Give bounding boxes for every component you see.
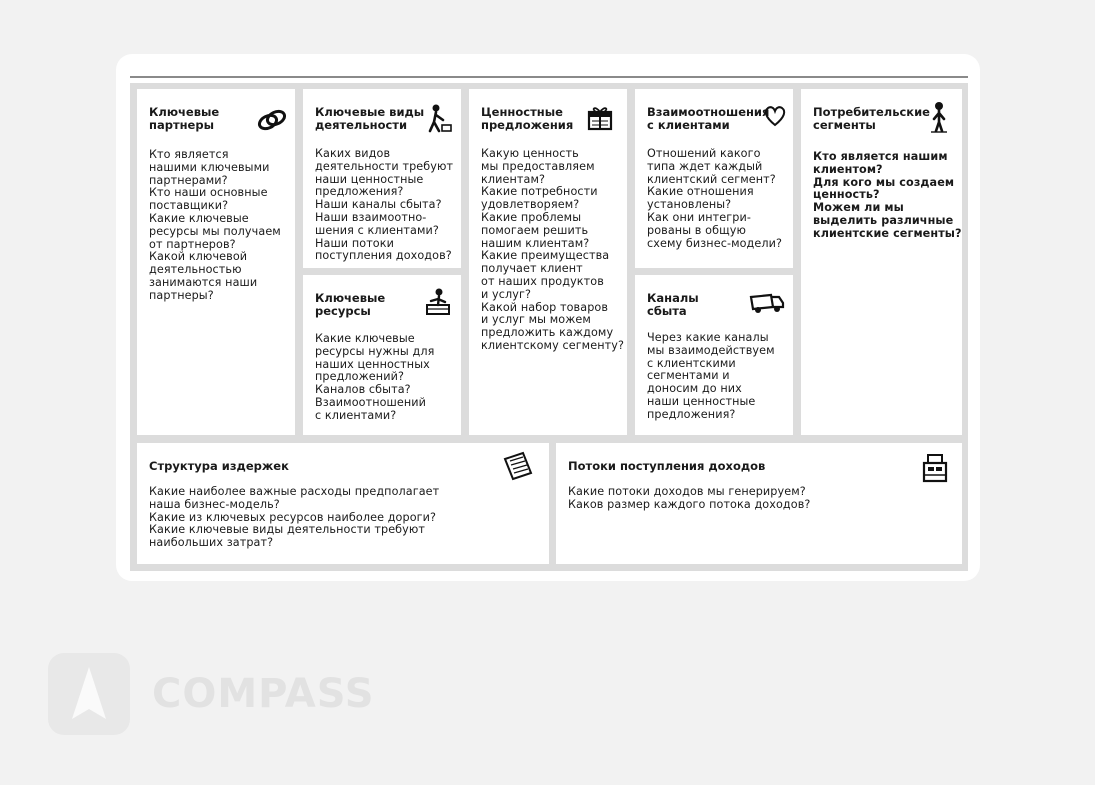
cash-register-icon	[920, 451, 950, 485]
key-resources-questions: Какие ключевые ресурсы нужны для наших ценностных предложений? Каналов сбыта? Взаимоотношений с клиентами?	[315, 332, 435, 422]
chain-links-icon	[257, 107, 287, 133]
watermark-text: COMPASS	[152, 671, 375, 717]
receipt-icon	[501, 451, 535, 481]
value-propositions-questions: Какую ценность мы предоставляем клиентам? Какие потребности удовлетворяем? Какие проблемы помогаем решить нашим клиентам? Какие преимущества получает клиент от наших продуктов и услуг? Какой набор товаров и услуг мы можем предложить каждому клиентскому сегменту?	[481, 147, 624, 352]
revenue-streams-title: Потоки поступления доходов	[568, 459, 766, 473]
block-value-propositions	[469, 89, 627, 435]
truck-icon	[749, 291, 785, 315]
block-revenue-streams	[556, 443, 962, 564]
factory-worker-icon	[423, 287, 453, 317]
key-activities-title: Ключевые виды деятельности	[315, 105, 425, 132]
top-divider	[130, 76, 968, 78]
customer-relationships-questions: Отношений какого типа ждет каждый клиентский сегмент? Какие отношения установлены? Как они интегри- рованы в общую схему бизнес-модели?	[647, 147, 783, 250]
block-cost-structure	[137, 443, 549, 564]
block-customer-relationships	[635, 89, 793, 268]
business-model-canvas	[130, 83, 968, 571]
gift-icon	[587, 103, 613, 131]
customer-segments-title: Потребительские сегменты	[813, 105, 930, 132]
revenue-streams-questions: Какие потоки доходов мы генерируем? Каков размер каждого потока доходов?	[568, 485, 811, 511]
cost-structure-questions: Какие наиболее важные расходы предполагает наша бизнес-модель? Какие из ключевых ресурсов наиболее дороги? Какие ключевые виды деятельности требуют наибольших затрат?	[149, 485, 440, 550]
key-activities-questions: Каких видов деятельности требуют наши ценностные предложения? Наши каналы сбыта? Наши взаимоотно- шения с клиентами? Наши потоки поступления доходов?	[315, 147, 454, 263]
cost-structure-title: Структура издержек	[149, 459, 289, 473]
customer-relationships-title: Взаимоотношения с клиентами	[647, 105, 770, 132]
heart-icon	[763, 105, 787, 127]
customer-segments-questions: Кто является нашим клиентом? Для кого мы создаем ценность? Можем ли мы выделить различные клиентские сегменты?	[813, 150, 962, 240]
worker-icon	[425, 103, 453, 133]
key-partners-title: Ключевые партнеры	[149, 105, 220, 132]
value-propositions-title: Ценностные предложения	[481, 105, 574, 132]
block-key-resources	[303, 275, 461, 435]
key-partners-questions: Кто является нашими ключевыми партнерами? Кто наши основные поставщики? Какие ключевые ресурсы мы получаем от партнеров? Какой ключевой деятельностью занимаются наши партнеры?	[149, 148, 281, 302]
channels-title: Каналы сбыта	[647, 291, 699, 318]
block-channels	[635, 275, 793, 435]
channels-questions: Через какие каналы мы взаимодействуем с клиентскими сегментами и доносим до них наши ценностные предложения?	[647, 331, 775, 421]
key-resources-title: Ключевые ресурсы	[315, 291, 386, 318]
block-key-activities	[303, 89, 461, 268]
person-icon	[928, 101, 950, 133]
block-key-partners	[137, 89, 295, 435]
compass-logo-icon	[48, 653, 130, 735]
block-customer-segments	[801, 89, 962, 435]
